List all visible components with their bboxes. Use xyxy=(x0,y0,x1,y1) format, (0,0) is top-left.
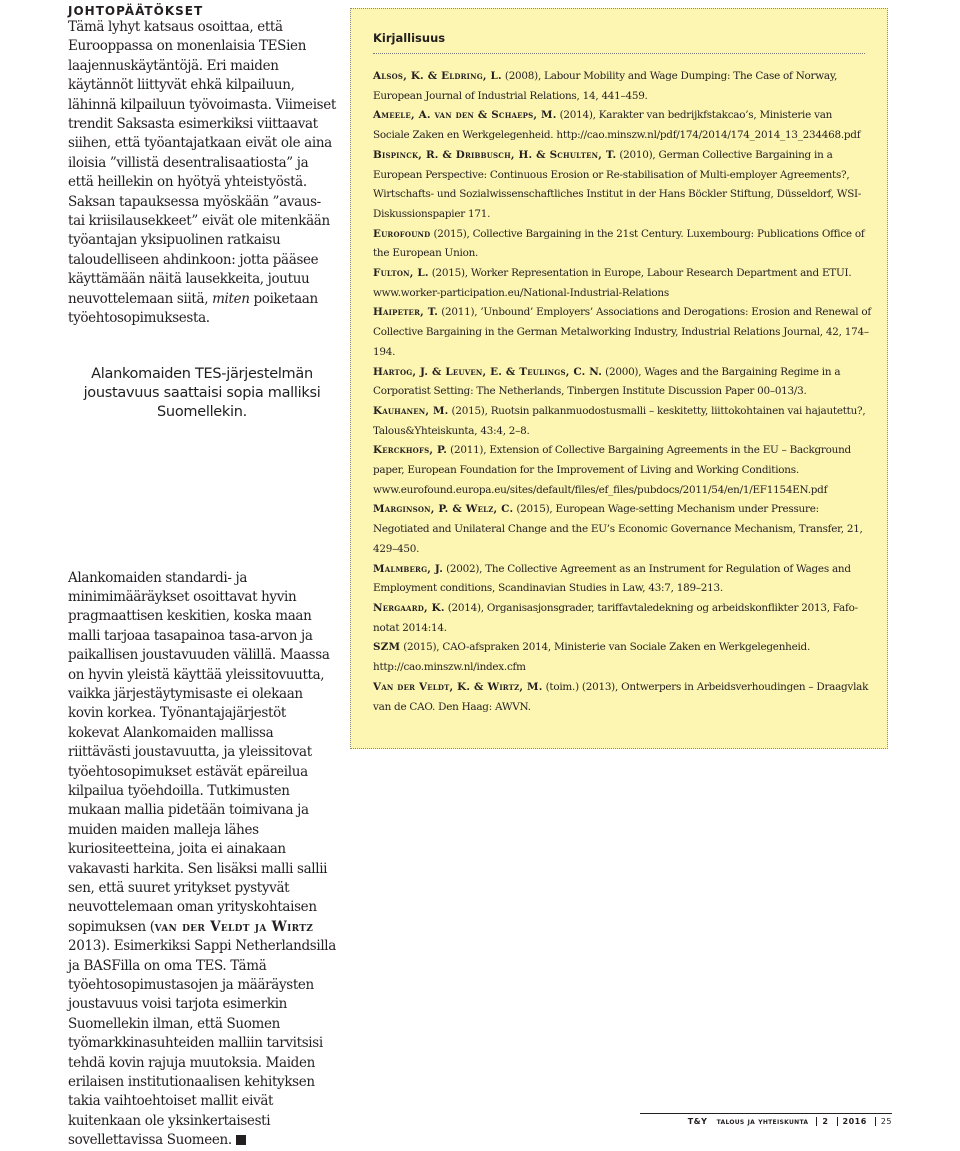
paragraph-text: Alankomaiden standardi- ja minimimääräykset osoittavat hyvin pragmaattisen keskitien, koska maan malli tarjoaa tasapainoa tasa-arvon ja paikallisen joustavuuden välillä. Maassa on hyvin yleistä käyttää yleissitovuutta, vaikka järjestäytymisaste ei olekaan kovin korkea. Työnantajajärjestöt kokevat Alankomaiden mallissa riittävästi joustavuutta, ja yleissitovat työehtosopimukset estävät epäreilua kilpailua työehdoilla. Tutkimusten mukaan mallia pidetään toimivana ja muiden maiden malleja lähes kuriositeetteina, joita ei ainakaan vakavasti harkita. Sen lisäksi malli sallii sen, että suuret yritykset pystyvät neuvottelemaan oman yrityskohtaisen sopimuksen ( xyxy=(68,569,330,935)
issue-number: 2 xyxy=(822,1117,829,1126)
reference-text: (2011), ’Unbound’ Employers’ Associations and Derogations: Erosion and Renewal of Collective Bargaining in the German Metalworking Industry, Industrial Relations Journal, 42, 174–194. xyxy=(373,306,871,358)
reference-text: (2015), European Wage-setting Mechanism under Pressure: Negotiated and Unilateral Change and the EU’s Economic Governance Mechanism, Transfer, 21, 429–450. xyxy=(373,503,863,555)
reference-text: (2015), CAO-afspraken 2014, Ministerie van Sociale Zaken en Werkgelegenheid. http://cao.minszw.nl/index.cfm xyxy=(373,641,811,674)
reference-item xyxy=(373,146,871,225)
reference-author: Kerckhofs, P. xyxy=(373,444,448,457)
reference-text: (2014), Organisasjonsgrader, tariffavtaledekning og arbeidskonflikter 2013, Fafo-notat 2014:14. xyxy=(373,601,858,634)
reference-text: (2002), The Collective Agreement as an Instrument for Regulation of Wages and Employment conditions, Scandinavian Studies in Law, 43:7, 189–213. xyxy=(373,562,851,595)
reference-item xyxy=(373,560,871,599)
reference-author: Fulton, L. xyxy=(373,267,429,280)
reference-text: (2000), Wages and the Bargaining Regime in a Corporatist Setting: The Netherlands, Tinbergen Institute Discussion Paper 00–013/3. xyxy=(373,365,841,398)
end-of-article-mark xyxy=(236,1135,246,1145)
divider xyxy=(837,1117,838,1126)
page-footer xyxy=(640,1113,892,1126)
paragraph-netherlands xyxy=(68,569,336,1151)
reference-author: Van der Veldt, K. & Wirtz, M. xyxy=(373,680,543,693)
paragraph-text: poiketaan työehtosopimuksesta. xyxy=(68,290,318,327)
divider xyxy=(875,1117,876,1126)
reference-item xyxy=(373,441,871,500)
reference-item xyxy=(373,225,871,264)
reference-text: (2015), Collective Bargaining in the 21st Century. Luxembourg: Publications Office of the European Union. xyxy=(373,227,865,260)
paragraph-text: 2013). Esimerkiksi Sappi Netherlandsilla ja BASFilla on oma TES. Tämä työehtosopimustasojen ja määräysten joustavuus voisi tarjota esimerkin Suomellekin ilman, että Suomen työmarkkinasuhteiden malliin tarvitsisi tehdä kovin rajuja muutoksia. Maiden erilaisen institutionaalisen kehityksen takia vaihtoehtoiset mallit eivät kuitenkaan ole yksinkertaisesti sovellettavissa Suomeen. xyxy=(68,938,336,1149)
pull-quote: Alankomaiden TES-järjestelmän joustavuus saattaisi sopia malliksi Suomellekin. xyxy=(83,365,321,420)
reference-item xyxy=(373,264,871,303)
reference-text: (2008), Labour Mobility and Wage Dumping: The Case of Norway, European Journal of Industrial Relations, 14, 441–459. xyxy=(373,70,838,102)
paragraph-text: Tämä lyhyt katsaus osoittaa, että Eurooppassa on monenlaisia TESien laajennuskäytäntöjä. Eri maiden käytännöt liittyvät ehkä kilpailuun, lähinnä kilpailuun työvoimasta. Viimeiset trendit Saksasta esimerkiksi viittaavat siihen, että työantajatkaan eivät ole aina iloisia ”villistä desentralisaatiosta” ja että heillekin on hyötyä yhteistyöstä. Saksan tapauksessa myöskään ”avaus- tai kriisilausekkeet” eivät ole mitenkään työantajan yksipuolinen ratkaisu taloudelliseen ahdinkoon: jotta pääsee käyttämään näitä lausekkeita, joutuu neuvottelemaan siitä, xyxy=(68,19,336,307)
reference-author: Nergaard, K. xyxy=(373,601,445,614)
reference-author: SZM xyxy=(373,641,401,654)
reference-author: Alsos, K. & Eldring, L. xyxy=(373,70,502,82)
divider xyxy=(373,53,865,54)
reference-text: (toim.) (2013), Ontwerpers in Arbeidsverhoudingen – Draagvlak van de CAO. Den Haag: AWVN. xyxy=(373,680,869,713)
journal-logo: T&Y xyxy=(687,1117,708,1126)
reference-text: (2010), German Collective Bargaining in a European Perspective: Continuous Erosion or Re-stabilisation of Multi-employer Agreements?, Wirtschafts- und Sozialwissenschaftliches Institut in der Hans Böckler Stiftung, Düsseldorf, WSI-Diskussionspapier 171. xyxy=(373,148,862,220)
reference-item xyxy=(373,599,871,638)
reference-text: (2011), Extension of Collective Bargaining Agreements in the EU – Background paper, European Foundation for the Improvement of Living and Working Conditions. www.eurofound.europa.eu/sites/default/files/ef_files/pubdocs/2011/54/en/1/EF1154EN.pdf xyxy=(373,444,851,496)
article-column xyxy=(68,4,336,1151)
reference-item xyxy=(373,303,871,362)
reference-author: Hartog, J. & Leuven, E. & Teulings, C. N. xyxy=(373,365,603,378)
reference-author: Ameele, A. van den & Schaeps, M. xyxy=(373,109,557,122)
reference-author: Kauhanen, M. xyxy=(373,404,449,417)
reference-author: Haipeter, T. xyxy=(373,306,439,319)
reference-text: (2015), Worker Representation in Europe, Labour Research Department and ETUI. www.worker-participation.eu/National-Industrial-Relations xyxy=(373,267,852,299)
reference-author: Eurofound xyxy=(373,227,431,240)
emphasis-text: miten xyxy=(212,290,250,307)
reference-item xyxy=(373,67,871,106)
page-number: 25 xyxy=(880,1117,892,1126)
reference-item xyxy=(373,363,871,402)
reference-item xyxy=(373,678,871,717)
references-list xyxy=(373,67,871,717)
journal-name: talous ja yhteiskunta xyxy=(716,1117,809,1126)
reference-text: (2014), Karakter van bedrijkfstakcao’s, Ministerie van Sociale Zaken en Werkgelegenheid. http://cao.minszw.nl/pdf/174/2014/174_2014_13_234468.pdf xyxy=(373,109,861,142)
reference-item xyxy=(373,500,871,559)
citation: van der Veldt ja Wirtz xyxy=(154,918,314,935)
reference-author: Bispinck, R. & Dribbusch, H. & Schulten, T. xyxy=(373,148,617,161)
divider xyxy=(816,1117,817,1126)
reference-author: Malmberg, J. xyxy=(373,562,444,575)
issue-year: 2016 xyxy=(842,1117,867,1126)
section-heading: JOHTOPÄÄTÖKSET xyxy=(68,4,204,18)
references-box xyxy=(350,8,888,749)
reference-author: Marginson, P. & Welz, C. xyxy=(373,503,514,516)
reference-item xyxy=(373,106,871,145)
reference-item xyxy=(373,402,871,441)
reference-item xyxy=(373,638,871,677)
reference-text: (2015), Ruotsin palkanmuodostusmalli – keskitetty, liittokohtainen vai hajautettu?, Talous&Yhteiskunta, 43:4, 2–8. xyxy=(373,404,866,437)
references-title: Kirjallisuus xyxy=(373,31,446,45)
paragraph-conclusions xyxy=(68,18,336,329)
